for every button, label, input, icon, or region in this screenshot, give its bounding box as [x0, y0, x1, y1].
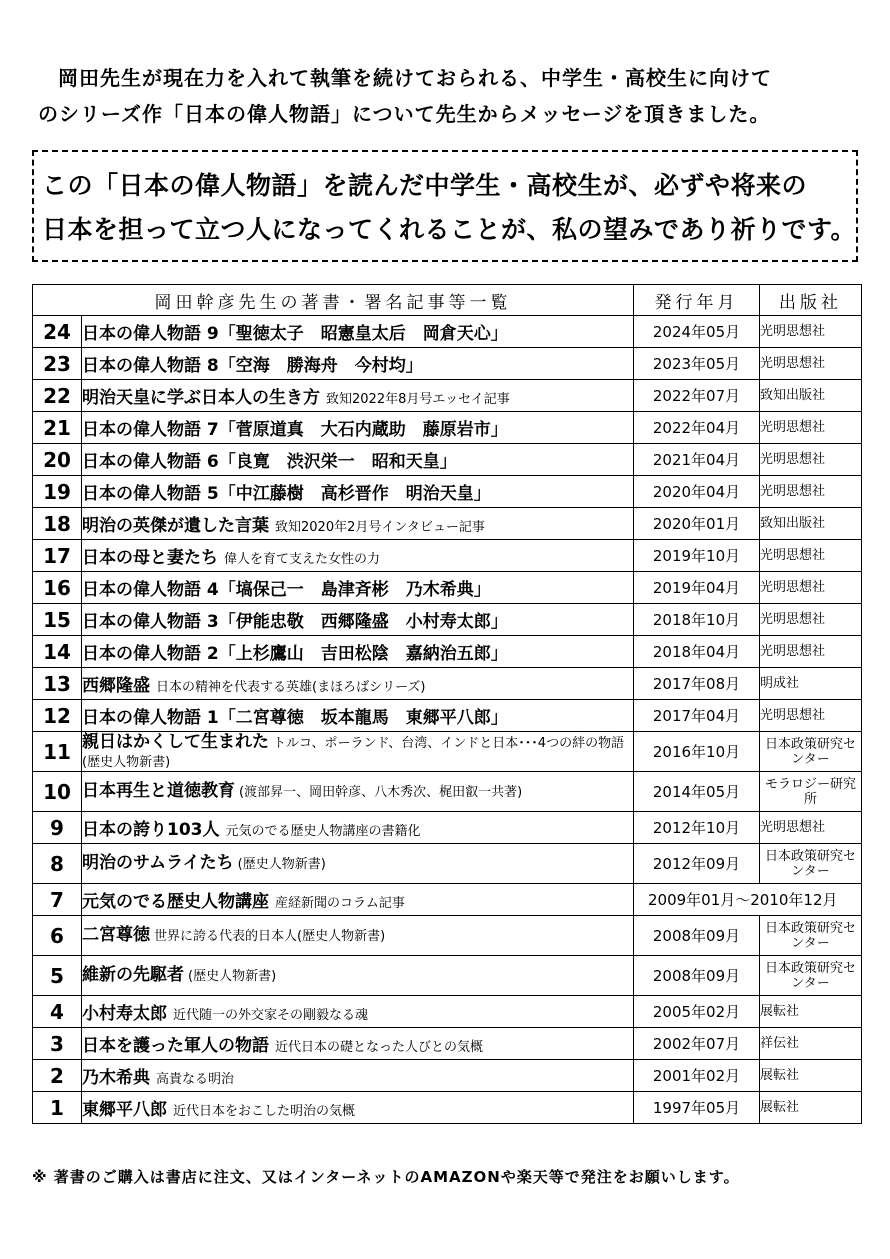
- row-date: 2008年09月: [634, 956, 760, 996]
- table-row: [33, 1092, 862, 1124]
- row-title: 西郷隆盛: [82, 676, 150, 696]
- row-publisher: 光明思想社: [760, 540, 862, 572]
- row-number: 6: [33, 916, 82, 956]
- table-row: [33, 732, 862, 772]
- row-date: 2024年05月: [634, 316, 760, 348]
- row-date: 2005年02月: [634, 996, 760, 1028]
- row-number: 5: [33, 956, 82, 996]
- row-title-cell: [82, 772, 634, 812]
- row-note: 産経新聞のコラム記事: [275, 896, 405, 911]
- row-publisher: モラロジー研究所: [760, 772, 862, 812]
- row-number: 22: [33, 380, 82, 412]
- row-date: 2012年09月: [634, 844, 760, 884]
- row-number: 23: [33, 348, 82, 380]
- row-note: 高貴なる明治: [156, 1072, 235, 1087]
- row-title: 日本再生と道徳教育: [82, 781, 235, 801]
- row-date: 2020年01月: [634, 508, 760, 540]
- table-body: [33, 316, 862, 1124]
- row-title-cell: [82, 732, 634, 772]
- row-publisher: 光明思想社: [760, 812, 862, 844]
- row-title-cell: [82, 508, 634, 540]
- row-title: 日本の偉人物語 6「良寛 渋沢栄一 昭和天皇」: [82, 452, 457, 472]
- row-date: 1997年05月: [634, 1092, 760, 1124]
- row-title: 維新の先駆者: [82, 965, 184, 985]
- row-title-cell: [82, 916, 634, 956]
- row-date: 2017年04月: [634, 700, 760, 732]
- row-date: 2014年05月: [634, 772, 760, 812]
- row-publisher: 光明思想社: [760, 444, 862, 476]
- row-title: 乃木希典: [82, 1068, 150, 1088]
- message-line-2: 日本を担って立つ人になってくれることが、私の望みであり祈りです。: [42, 215, 857, 244]
- row-number: 7: [33, 884, 82, 916]
- row-publisher: 致知出版社: [760, 380, 862, 412]
- table-row: [33, 476, 862, 508]
- row-number: 18: [33, 508, 82, 540]
- row-note: トルコ、ポーランド、台湾、インドと日本･･･4つの絆の物語(歴史人物新書): [82, 735, 625, 770]
- row-note: (歴史人物新書): [188, 969, 277, 984]
- row-title: 親日はかくして生まれた: [82, 731, 269, 752]
- row-note: 近代随一の外交家その剛毅なる魂: [173, 1008, 369, 1023]
- row-date: 2020年04月: [634, 476, 760, 508]
- row-number: 21: [33, 412, 82, 444]
- row-publisher: 日本政策研究センター: [760, 732, 862, 772]
- table-row: [33, 508, 862, 540]
- row-title-cell: [82, 412, 634, 444]
- row-title-cell: [82, 1092, 634, 1124]
- row-title-cell: [82, 444, 634, 476]
- row-title: 日本の偉人物語 8「空海 勝海舟 今村均」: [82, 356, 423, 376]
- message-box: [32, 150, 858, 262]
- row-note: (歴史人物新書): [237, 857, 326, 872]
- row-date: 2019年10月: [634, 540, 760, 572]
- row-publisher: 光明思想社: [760, 412, 862, 444]
- row-title-cell: [82, 1028, 634, 1060]
- row-title: 小村寿太郎: [82, 1004, 167, 1024]
- row-title: 日本の母と妻たち: [82, 548, 218, 568]
- intro-line-1: 岡田先生が現在力を入れて執筆を続けておられる、中学生・高校生に向けて: [58, 66, 772, 90]
- row-number: 12: [33, 700, 82, 732]
- row-title-cell: [82, 572, 634, 604]
- table-row: [33, 812, 862, 844]
- row-date: 2017年08月: [634, 668, 760, 700]
- row-title-cell: [82, 668, 634, 700]
- row-note: 元気のでる歴史人物講座の書籍化: [225, 824, 421, 839]
- row-note: 日本の精神を代表する英雄(まほろばシリーズ): [156, 680, 426, 695]
- table-row: [33, 412, 862, 444]
- row-date: 2022年04月: [634, 412, 760, 444]
- row-date: 2023年05月: [634, 348, 760, 380]
- row-number: 14: [33, 636, 82, 668]
- row-title-cell: [82, 636, 634, 668]
- row-publisher: 明成社: [760, 668, 862, 700]
- row-number: 16: [33, 572, 82, 604]
- row-note: 近代日本をおこした明治の気概: [173, 1104, 356, 1119]
- row-publisher: 光明思想社: [760, 700, 862, 732]
- row-publisher: 展転社: [760, 1092, 862, 1124]
- row-date: 2016年10月: [634, 732, 760, 772]
- table-row: [33, 348, 862, 380]
- works-table: [32, 284, 862, 1124]
- row-number: 4: [33, 996, 82, 1028]
- row-publisher: 光明思想社: [760, 572, 862, 604]
- row-note: 世界に誇る代表的日本人(歴史人物新書): [154, 929, 386, 944]
- row-title: 日本の偉人物語 3「伊能忠敬 西郷隆盛 小村寿太郎」: [82, 612, 508, 632]
- row-date: 2008年09月: [634, 916, 760, 956]
- row-title: 日本の誇り103人: [82, 820, 220, 840]
- row-publisher: 致知出版社: [760, 508, 862, 540]
- row-title: 明治の英傑が遺した言葉: [82, 516, 269, 536]
- intro-line-2: のシリーズ作「日本の偉人物語」について先生からメッセージを頂きました。: [38, 102, 771, 126]
- row-title: 日本の偉人物語 4「塙保己一 島津斉彬 乃木希典」: [82, 580, 491, 600]
- table-row: [33, 1028, 862, 1060]
- table-row: [33, 956, 862, 996]
- row-title: 日本の偉人物語 5「中江藤樹 高杉晋作 明治天皇」: [82, 484, 491, 504]
- row-title: 日本の偉人物語 1「二宮尊徳 坂本龍馬 東郷平八郎」: [82, 708, 508, 728]
- row-number: 13: [33, 668, 82, 700]
- table-row: [33, 604, 862, 636]
- row-title: 元気のでる歴史人物講座: [82, 892, 269, 912]
- row-note: 近代日本の礎となった人びとの気概: [275, 1040, 484, 1055]
- row-number: 8: [33, 844, 82, 884]
- table-header-row: [33, 285, 862, 316]
- row-number: 9: [33, 812, 82, 844]
- row-publisher: 光明思想社: [760, 316, 862, 348]
- row-title-cell: [82, 380, 634, 412]
- row-date: 2022年07月: [634, 380, 760, 412]
- row-title: 日本の偉人物語 2「上杉鷹山 吉田松陰 嘉納治五郎」: [82, 644, 508, 664]
- row-note: 偉人を育て支えた女性の力: [224, 552, 381, 567]
- table-row: [33, 380, 862, 412]
- row-date: 2018年04月: [634, 636, 760, 668]
- row-date: 2009年01月～2010年12月: [634, 884, 862, 916]
- row-publisher: 祥伝社: [760, 1028, 862, 1060]
- table-row: [33, 540, 862, 572]
- row-date: 2002年07月: [634, 1028, 760, 1060]
- row-title-cell: [82, 884, 634, 916]
- row-title-cell: [82, 348, 634, 380]
- row-number: 2: [33, 1060, 82, 1092]
- table-row: [33, 444, 862, 476]
- row-number: 1: [33, 1092, 82, 1124]
- row-publisher: 光明思想社: [760, 636, 862, 668]
- row-publisher: 光明思想社: [760, 604, 862, 636]
- row-publisher: 光明思想社: [760, 348, 862, 380]
- row-number: 15: [33, 604, 82, 636]
- row-number: 3: [33, 1028, 82, 1060]
- row-title: 明治天皇に学ぶ日本人の生き方: [82, 388, 320, 408]
- row-title-cell: [82, 812, 634, 844]
- table-row: [33, 916, 862, 956]
- table-row: [33, 996, 862, 1028]
- header-date: 発行年月: [634, 285, 760, 316]
- table-row: [33, 668, 862, 700]
- row-publisher: 展転社: [760, 996, 862, 1028]
- row-note: 致知2020年2月号インタビュー記事: [275, 520, 485, 535]
- row-number: 24: [33, 316, 82, 348]
- table-row: [33, 316, 862, 348]
- row-title-cell: [82, 1060, 634, 1092]
- row-publisher: 光明思想社: [760, 476, 862, 508]
- row-note: 致知2022年8月号エッセイ記事: [326, 392, 510, 407]
- table-row: [33, 636, 862, 668]
- header-title: 岡田幹彦先生の著書・署名記事等一覧: [33, 285, 634, 316]
- row-title-cell: [82, 316, 634, 348]
- row-title: 東郷平八郎: [82, 1100, 167, 1120]
- intro-text: [38, 60, 858, 132]
- row-date: 2019年04月: [634, 572, 760, 604]
- row-number: 19: [33, 476, 82, 508]
- row-number: 11: [33, 732, 82, 772]
- row-title-cell: [82, 844, 634, 884]
- row-title: 明治のサムライたち: [82, 853, 234, 873]
- row-title: 日本の偉人物語 7「菅原道真 大石内蔵助 藤原岩市」: [82, 420, 508, 440]
- row-number: 20: [33, 444, 82, 476]
- row-title-cell: [82, 476, 634, 508]
- row-publisher: 展転社: [760, 1060, 862, 1092]
- row-publisher: 日本政策研究センター: [760, 916, 862, 956]
- row-number: 17: [33, 540, 82, 572]
- row-title: 二宮尊徳: [82, 925, 150, 945]
- row-date: 2021年04月: [634, 444, 760, 476]
- row-title: 日本を護った軍人の物語: [82, 1036, 269, 1056]
- table-row: [33, 772, 862, 812]
- message-line-1: この「日本の偉人物語」を読んだ中学生・高校生が、必ずや将来の: [42, 171, 808, 200]
- row-title-cell: [82, 700, 634, 732]
- table-row: [33, 572, 862, 604]
- table-row: [33, 844, 862, 884]
- row-title-cell: [82, 604, 634, 636]
- row-date: 2001年02月: [634, 1060, 760, 1092]
- row-date: 2018年10月: [634, 604, 760, 636]
- row-publisher: 日本政策研究センター: [760, 956, 862, 996]
- row-note: (渡部昇一、岡田幹彦、八木秀次、梶田叡一共著): [239, 785, 523, 800]
- row-title: 日本の偉人物語 9「聖徳太子 昭憲皇太后 岡倉天心」: [82, 324, 508, 344]
- row-title-cell: [82, 540, 634, 572]
- table-row: [33, 1060, 862, 1092]
- row-publisher: 日本政策研究センター: [760, 844, 862, 884]
- footnote: ※ 著書のご購入は書店に注文、又はインターネットのAMAZONや楽天等で発注をお願いします。: [32, 1168, 740, 1186]
- header-publisher: 出版社: [760, 285, 862, 316]
- table-row: [33, 700, 862, 732]
- row-title-cell: [82, 996, 634, 1028]
- row-title-cell: [82, 956, 634, 996]
- row-number: 10: [33, 772, 82, 812]
- table-row: [33, 884, 862, 916]
- row-date: 2012年10月: [634, 812, 760, 844]
